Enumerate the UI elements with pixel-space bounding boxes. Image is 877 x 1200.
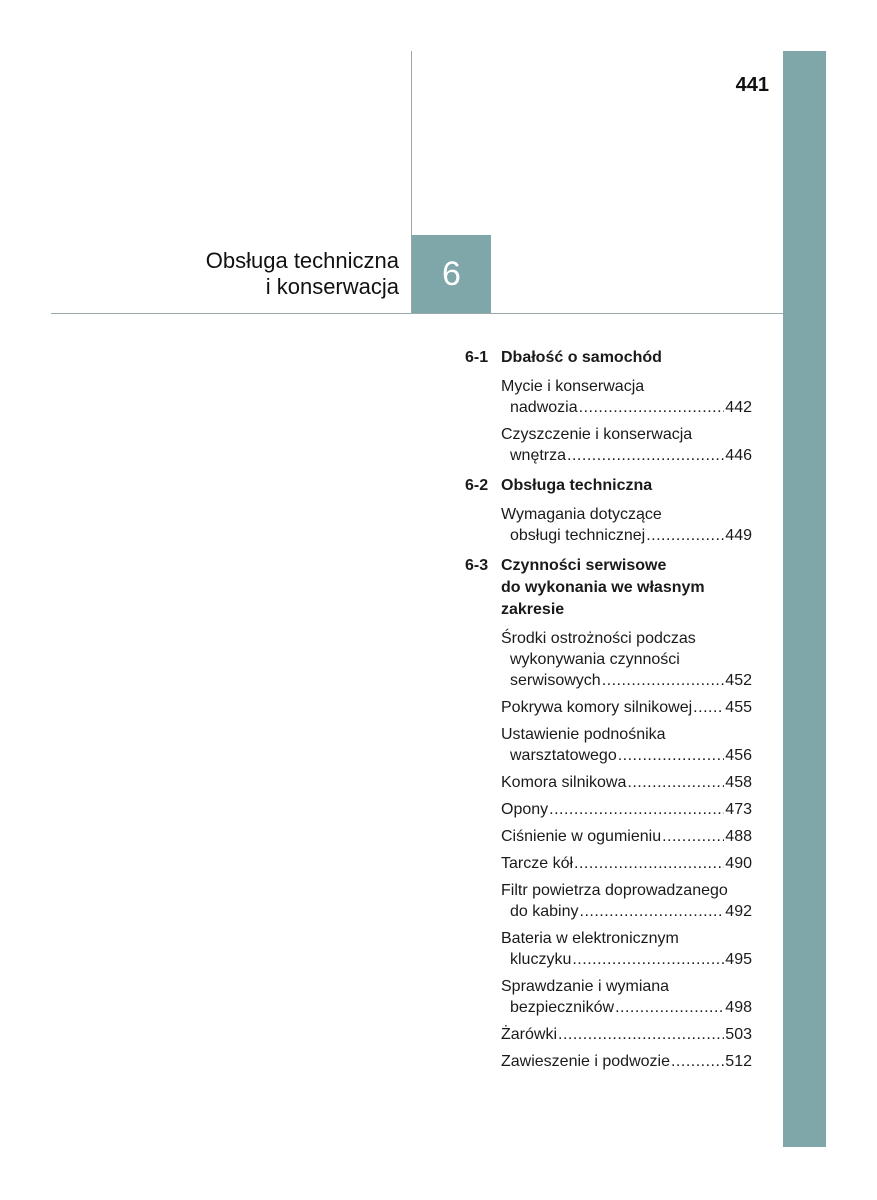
entry-title-line: Żarówki [501, 1026, 558, 1043]
dot-leader [574, 853, 724, 874]
entry-title-line: Pokrywa komory silnikowej [501, 699, 693, 716]
toc-section [465, 475, 752, 546]
toc-entry[interactable] [501, 928, 752, 970]
dot-leader [646, 525, 724, 546]
entry-title-line: Środki ostrożności podczas [501, 630, 696, 647]
entry-page-number: 492 [725, 903, 752, 920]
toc-entry[interactable] [501, 799, 752, 820]
entry-page-number: 503 [725, 1026, 752, 1043]
entry-last-line [501, 997, 752, 1018]
entry-title-line: Bateria w elektronicznym [501, 930, 679, 947]
entry-last-line [501, 1051, 752, 1072]
section-title [501, 347, 662, 369]
entry-last-line [501, 772, 752, 793]
dot-leader [627, 772, 724, 793]
toc-entry[interactable] [501, 1051, 752, 1072]
section-number: 6-1 [465, 349, 489, 366]
entry-last-line [501, 697, 752, 718]
toc-section [465, 347, 752, 466]
section-number: 6-3 [465, 557, 489, 574]
dot-leader [567, 445, 724, 466]
entry-page-number: 449 [725, 527, 752, 544]
entry-title-line: Ustawienie podnośnika [501, 726, 666, 743]
entry-last-line [501, 670, 752, 691]
entry-page-number: 456 [725, 747, 752, 764]
entry-page-number: 452 [725, 672, 752, 689]
entry-title-line: Czyszczenie i konserwacja [501, 426, 693, 443]
toc-entry[interactable] [501, 504, 752, 546]
section-heading [465, 475, 752, 497]
toc-entry[interactable] [501, 424, 752, 466]
page-number: 441 [735, 74, 769, 96]
entry-title-line: Filtr powietrza doprowadzanego [501, 882, 728, 899]
entry-title-line: Komora silnikowa [501, 774, 627, 791]
entry-last-line [501, 745, 752, 766]
dot-leader [602, 670, 725, 691]
entry-title-line: bezpieczników [510, 999, 615, 1016]
entry-title-line: warsztatowego [510, 747, 617, 764]
entry-page-number: 488 [725, 828, 752, 845]
entry-title-line: nadwozia [510, 399, 578, 416]
section-title-line: Dbałość o samochód [501, 349, 662, 366]
dot-leader [558, 1024, 724, 1045]
toc-entry[interactable] [501, 724, 752, 766]
chapter-title-line: i konserwacja [265, 274, 399, 299]
section-heading [465, 555, 752, 621]
side-tab-bar [783, 51, 826, 1147]
entry-title-line: serwisowych [510, 672, 601, 689]
entry-title-line: obsługi technicznej [510, 527, 646, 544]
entry-page-number: 458 [725, 774, 752, 791]
dot-leader [662, 826, 724, 847]
toc-entry[interactable] [501, 697, 752, 718]
entry-title-line: Sprawdzanie i wymiana [501, 978, 670, 995]
entry-page-number: 495 [725, 951, 752, 968]
entry-last-line [501, 826, 752, 847]
toc-entry[interactable] [501, 880, 752, 922]
chapter-title-line: Obsługa techniczna [205, 248, 399, 273]
toc-entry[interactable] [501, 826, 752, 847]
entry-last-line [501, 853, 752, 874]
entry-title-line: wnętrza [510, 447, 567, 464]
entry-last-line [501, 397, 752, 418]
section-title [501, 475, 652, 497]
entry-last-line [501, 445, 752, 466]
section-title [501, 555, 705, 621]
dot-leader [572, 949, 724, 970]
entry-page-number: 442 [725, 399, 752, 416]
dot-leader [693, 697, 724, 718]
dot-leader [618, 745, 725, 766]
entry-page-number: 446 [725, 447, 752, 464]
section-title-line: do wykonania we własnym [501, 579, 705, 596]
dot-leader [579, 397, 725, 418]
dot-leader [549, 799, 724, 820]
entry-page-number: 498 [725, 999, 752, 1016]
dot-leader [615, 997, 724, 1018]
entry-title-line: Tarcze kół [501, 855, 574, 872]
toc-entry[interactable] [501, 976, 752, 1018]
entry-title-line: kluczyku [510, 951, 572, 968]
section-number: 6-2 [465, 477, 489, 494]
section-title-line: Czynności serwisowe [501, 557, 667, 574]
entry-title-line: Wymagania dotyczące [501, 506, 662, 523]
toc-entry[interactable] [501, 376, 752, 418]
entry-last-line [501, 901, 752, 922]
section-title-line: Obsługa techniczna [501, 477, 653, 494]
toc-entry[interactable] [501, 628, 752, 691]
entry-page-number: 473 [725, 801, 752, 818]
entry-page-number: 490 [725, 855, 752, 872]
entry-last-line [501, 525, 752, 546]
entry-title-line: Opony [501, 801, 549, 818]
entry-last-line [501, 949, 752, 970]
chapter-title [206, 248, 399, 300]
chapter-number: 6 [442, 254, 461, 293]
toc-entry[interactable] [501, 772, 752, 793]
entry-page-number: 455 [725, 699, 752, 716]
horizontal-divider [51, 313, 783, 314]
entry-page-number: 512 [725, 1053, 752, 1070]
entry-title-line: wykonywania czynności [510, 651, 680, 668]
entry-title-line: Zawieszenie i podwozie [501, 1053, 670, 1070]
entry-title-line: Mycie i konserwacja [501, 378, 645, 395]
toc-section [465, 555, 752, 1072]
dot-leader [671, 1051, 724, 1072]
toc-entry[interactable] [501, 853, 752, 874]
table-of-contents [465, 347, 752, 1081]
entry-last-line [501, 799, 752, 820]
entry-title-line: Ciśnienie w ogumieniu [501, 828, 662, 845]
section-heading [465, 347, 752, 369]
section-title-line: zakresie [501, 601, 565, 618]
chapter-number-box [412, 235, 491, 313]
toc-entry[interactable] [501, 1024, 752, 1045]
dot-leader [580, 901, 725, 922]
entry-title-line: do kabiny [510, 903, 579, 920]
entry-last-line [501, 1024, 752, 1045]
